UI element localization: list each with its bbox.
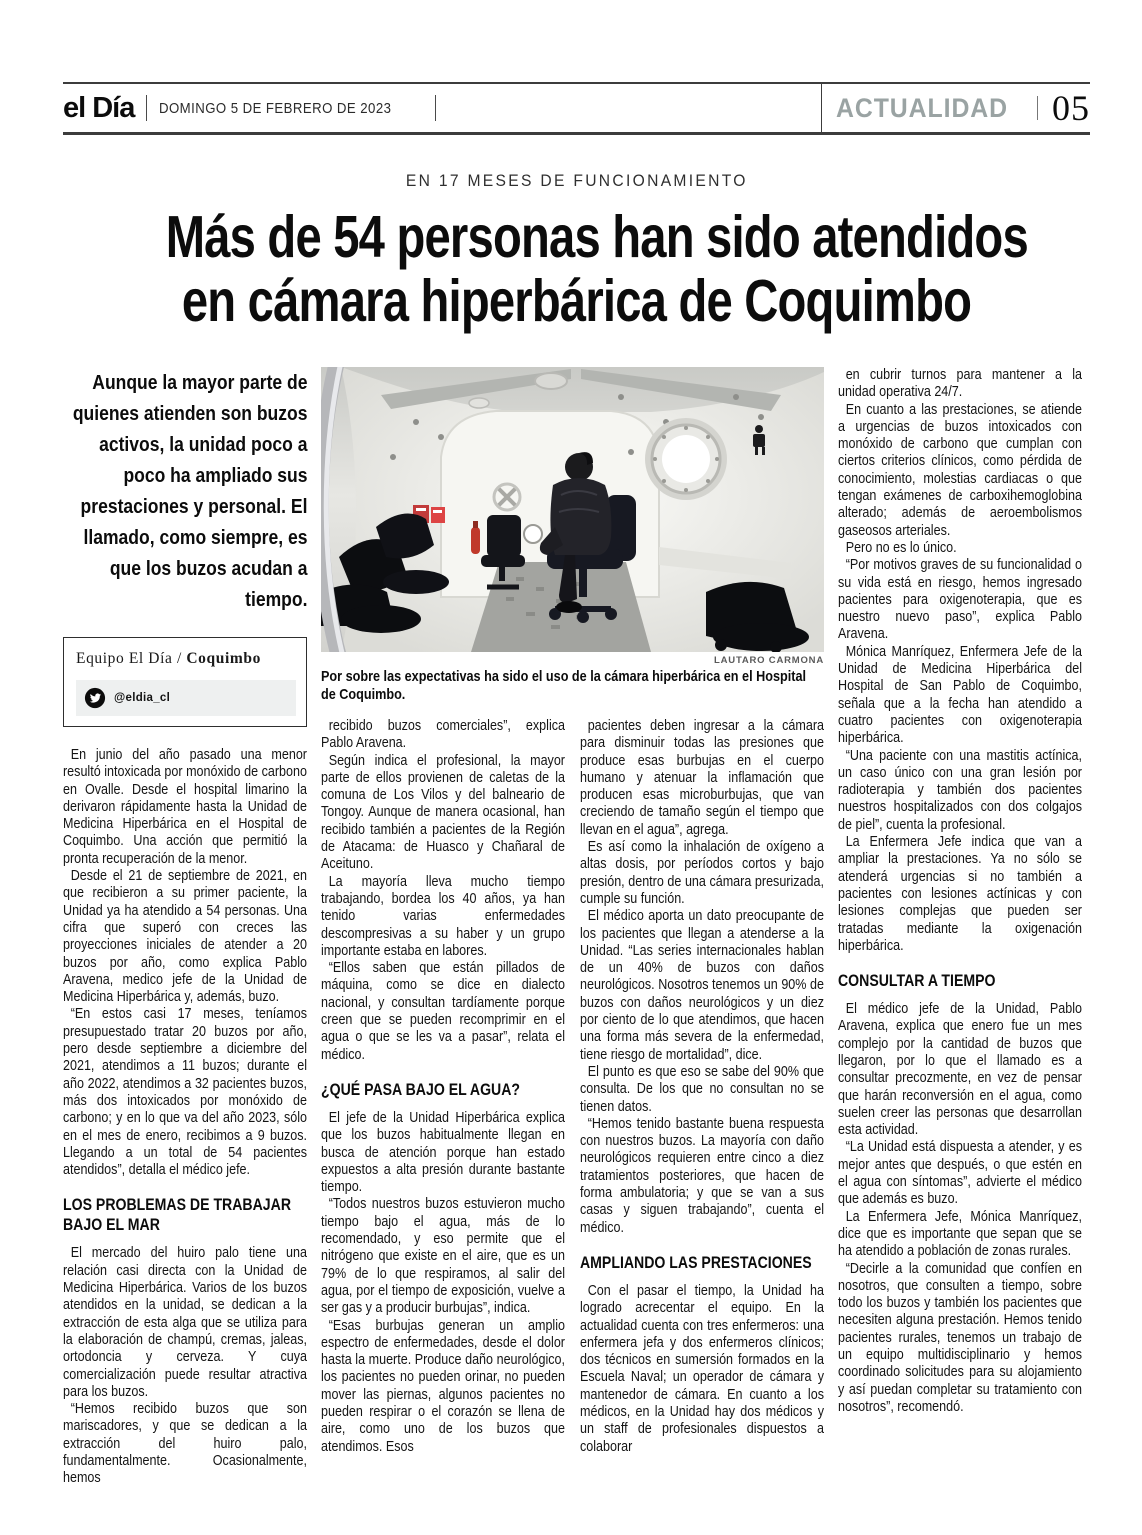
kicker-text: EN 17 MESES DE FUNCIONAMIENTO [405,171,748,190]
photo-credit: LAUTARO CARMONA [714,655,824,666]
paragraph: recibido buzos comerciales”, explica Pablo Aravena. [321,718,565,752]
paragraph: “Hemos tenido bastante buena respuesta con nuestros buzos. La mayoría con daño neurológicos requieren entre cinco a diez tratamientos posteriores, que hacen de forma ambulatoria; y que se van a sus casas y siguen trabajando”, cuenta el médico. [580,1115,824,1236]
paragraph: Es así como la inhalación de oxígeno a altas dosis, por períodos cortos y bajo presión, dentro de una cámara presurizada, cumple su función. [580,839,824,907]
byline [76,650,296,668]
paragraph: “Esas burbujas generan un amplio espectro de enfermedades, desde el dolor hasta la muerte. Produce daño neurológico, los pacientes no pueden orinar, no pueden mover las piernas, algunos pacientes no pueden respirar o el corazón se llena de aire, como uno de los buzos que atendimos. Esos [321,1317,565,1455]
twitter-bird-icon [84,687,106,709]
paragraph: “Por motivos graves de su funcionalidad o su vida está en riesgo, hemos ingresado pacientes para oxigenoterapia, que es nuestro nuevo paso”, explica Pablo Aravena. [838,557,1082,643]
headline-line-2: en cámara hiperbárica de Coquimbo [181,268,972,334]
divider [435,95,436,121]
newspaper-logo: el Día [63,91,135,124]
column-3 [580,718,824,1456]
paragraph: Según indica el profesional, la mayor parte de ellos provienen de caletas de la comuna de Los Vilos y del balneario de Tongoy. Aunque de manera ocasional, han recibido también a pacientes de la Región de Atacama: de Huasco y Chañaral de Aceituno. [321,752,565,873]
masthead-right [821,84,1090,132]
paragraph: “Todos nuestros buzos estuvieron mucho tiempo bajo el agua, más de lo recomendado, y eso permite que el nitrógeno que existe en el aire, que es un 79% de lo que respiramos, al salir del agua, por el tiempo de exposición, vuelve a ser gas y a producir burbujas”, indica. [321,1196,565,1317]
lead-paragraph: Aunque la mayor parte de quienes atienden son buzos activos, la unidad poco a poco ha ampliado sus prestaciones y personal. El llamado, como siempre, es que los buzos acudan a tiempo. [72,371,308,611]
porthole-icon [645,418,727,500]
paragraph: El médico jefe de la Unidad, Pablo Aravena, explica que enero fue un mes complejo por la cantidad de buzos que llegaron, por lo que el llamado es a consultar precozmente, en vez de pensar que harán reconversión en el agua, como suelen creer las personas que desarrollan esta actividad. [838,1001,1082,1139]
twitter-handle: @eldia_cl [114,692,171,704]
paragraph: pacientes deben ingresar a la cámara para disminuir todas las presiones que produce esas burbujas en el cuerpo humano y atenuar la inflamación que producen esas microburbujas, que van creciendo de tamaño según el tiempo que llevan en el agua”, agrega. [580,718,824,838]
paragraph: La Enfermera Jefe, Mónica Manríquez, dice que es importante que sepan que se ha atendido a población de zonas rurales. [838,1208,1082,1260]
paragraph: “Ellos saben que están pillados de máquina, como se dice en dialecto nacional, y consultan tardíamente porque creen que se pueden recomprimir en el agua o que se les va a pasar”, relata el médico. [321,960,565,1063]
subhead-consultar: CONSULTAR A TIEMPO [838,972,996,991]
paragraph: “Una paciente con una mastitis actínica, un caso único con una gran lesión por radioterapia y también dos pacientes nuestros hospitalizados con dos colgajos de piel”, cuenta la profesional. [838,747,1082,833]
paragraph: en cubrir turnos para mantener a la unidad operativa 24/7. [838,367,1082,401]
byline-location: Coquimbo [186,650,261,667]
paragraph: El médico aporta un dato preocupante de los pacientes que llegan a atenderse a la Unidad. “Las series internacionales hablan de un 40% de buzos con daños neurológicos. Nosotros tenemos un 90% de buzos con daños neurológicos y un diez por ciento de lo que atendimos, que hacen una forma más severa de la enfermedad, tiene riesgo de mortalidad”, dice. [580,908,824,1063]
subhead-bajo-el-agua: ¿QUÉ PASA BAJO EL AGUA? [321,1080,521,1099]
paragraph: “Hemos recibido buzos que son mariscadores, y que se dedican a la extracción del huiro palo, fundamentalmente. Ocasionalmente, hemos [63,1401,307,1487]
paragraph: El mercado del huiro palo tiene una relación casi directa con la Unidad de Medicina Hiperbárica. Varios de los buzos atendidos en la unidad, se dedican a la extracción de esta alga que se utiliza para la elaboración de champú, cremas, jaleas, ortodoncia y cerveza. Y cuya comercialización puede resultar atractiva para los buzos. [63,1245,307,1400]
byline-team: Equipo El Día / [76,650,182,667]
byline-box [63,637,307,727]
paragraph: Desde el 21 de septiembre de 2021, en que recibieron a su primer paciente, la Unidad ya ha atendido a 54 personas. Una cifra que superó con creces las proyecciones iniciales de atender a 20 buzos por año, como explica Pablo Aravena, medico jefe de la Unidad de Medicina Hiperbárica y, además, buzo. [63,868,307,1006]
section-title: ACTUALIDAD [836,92,1009,123]
paragraph: La mayoría lleva mucho tiempo trabajando, bordea los 40 años, ya han tenido varias enfermedades descompresivas a su haber y un grupo importante estaba en labores. [321,873,565,959]
pressure-gauge-icon [524,525,542,543]
paragraph: El jefe de la Unidad Hiperbárica explica que los buzos habitualmente llegan en busca de atención porque han estado expuestos a alta presión durante bastante tiempo. [321,1109,565,1196]
paragraph: La Enfermera Jefe indica que van a ampliar la prestaciones. Ya no sólo se atenderá urgencias si no también a pacientes con lesiones actínicas y con lesiones complejas que pueden ser tratadas mediante la oxigenación hiperbárica. [838,834,1082,954]
paragraph: Mónica Manríquez, Enfermera Jefe de la Unidad de Medicina Hiperbárica del Hospital de San Pablo de Coquimbo, señala que a la fecha han atendido a cuatro pacientes con oxigenoterapia hiperbárica. [838,643,1082,747]
edition-date: DOMINGO 5 DE FEBRERO DE 2023 [159,99,392,117]
paragraph: “La Unidad está dispuesta a atender, y es mejor antes que después, o que estén en el agua con síntomas”, advierte el médico que además es buzo. [838,1139,1082,1208]
column-1 [63,367,307,1488]
paragraph: “En estos casi 17 meses, teníamos presupuestado tratar 20 buzos por año, pero desde septiembre a diciembre del 2021, atendimos a 11 buzos; durante el año 2022, atendimos a 32 pacientes buzos, más dos intoxicados por monóxido de carbono; y en lo que va del año 2023, sólo en el mes de enero, recibimos a 9 buzos. Llegando a un total de 54 pacientes atendidos”, detalla el médico jefe. [63,1006,307,1179]
column-4 [838,367,1082,1488]
article-body [63,367,1090,1488]
paragraph: Con el pasar el tiempo, la Unidad ha logrado acrecentar el equipo. En la actualidad cuenta con tres enfermeros: una enfermera jefa y dos enfermeros clínicos; dos técnicos en sumersión formados en la Escuela Naval; un operador de cámara y mantenedor de cámara. En cuanto a los médicos, en la Unidad hay dos médicos y un staff de profesionales dispuestos a colaborar [580,1282,824,1455]
twitter-strip [76,680,296,716]
paragraph: En cuanto a las prestaciones, se atiende a urgencias de buzos intoxicados con monóxido de carbono que cumplan con ciertos criterios clínicos, como pérdida de conocimiento, molestias cardiacas o que tengan exámenes de carboxihemoglobina alterado; además de aeroembolismos gaseosos arteriales. [838,401,1082,539]
masthead-left [63,92,821,125]
subhead-problemas: LOS PROBLEMAS DE TRABAJAR BAJO EL MAR [63,1196,292,1235]
paragraph: Pero no es lo único. [845,539,957,556]
paragraph: En junio del año pasado una menor resultó intoxicada por monóxido de carbono en Ovalle. Desde el hospital limarino la derivaron rápidamente hasta la Unidad de Medicina Hiperbárica en el Hospital de Coquimbo. Una acción que permitió la pronta recuperación de la menor. [63,747,307,867]
page-number: 05 [1052,88,1090,128]
paragraph: El punto es que eso se sabe del 90% que consulta. De los que no consultan no se tienen datos. [580,1063,824,1115]
divider [1037,96,1038,120]
photo-caption: Por sobre las expectativas ha sido el uso de la cámara hiperbárica en el Hospital de Coquimbo. [321,669,807,703]
divider [146,95,147,121]
masthead [63,82,1090,135]
column-2 [321,718,565,1456]
column-1-text [63,747,307,1488]
headline [63,205,1090,333]
newspaper-page [63,0,1090,1488]
kicker [63,171,1090,191]
paragraph: “Decirle a la comunidad que confíen en nosotros, que consulten a tiempo, sobre todo los buzos y también los pacientes que necesiten alguna prestación. Hemos tenido pacientes rurales, tenemos un trabajo de un equipo multidisciplinario y hemos coordinado solicitudes para su alojamiento y así puedan completar su tratamiento con nosotros”, recomendó. [838,1260,1082,1415]
middle-area [321,367,824,1488]
hyperbaric-chamber-photo [321,367,824,652]
photo-caption-wrap [321,668,824,704]
headline-line-1: Más de 54 personas han sido atendidos [165,204,1028,270]
subhead-prestaciones: AMPLIANDO LAS PRESTACIONES [580,1253,812,1272]
